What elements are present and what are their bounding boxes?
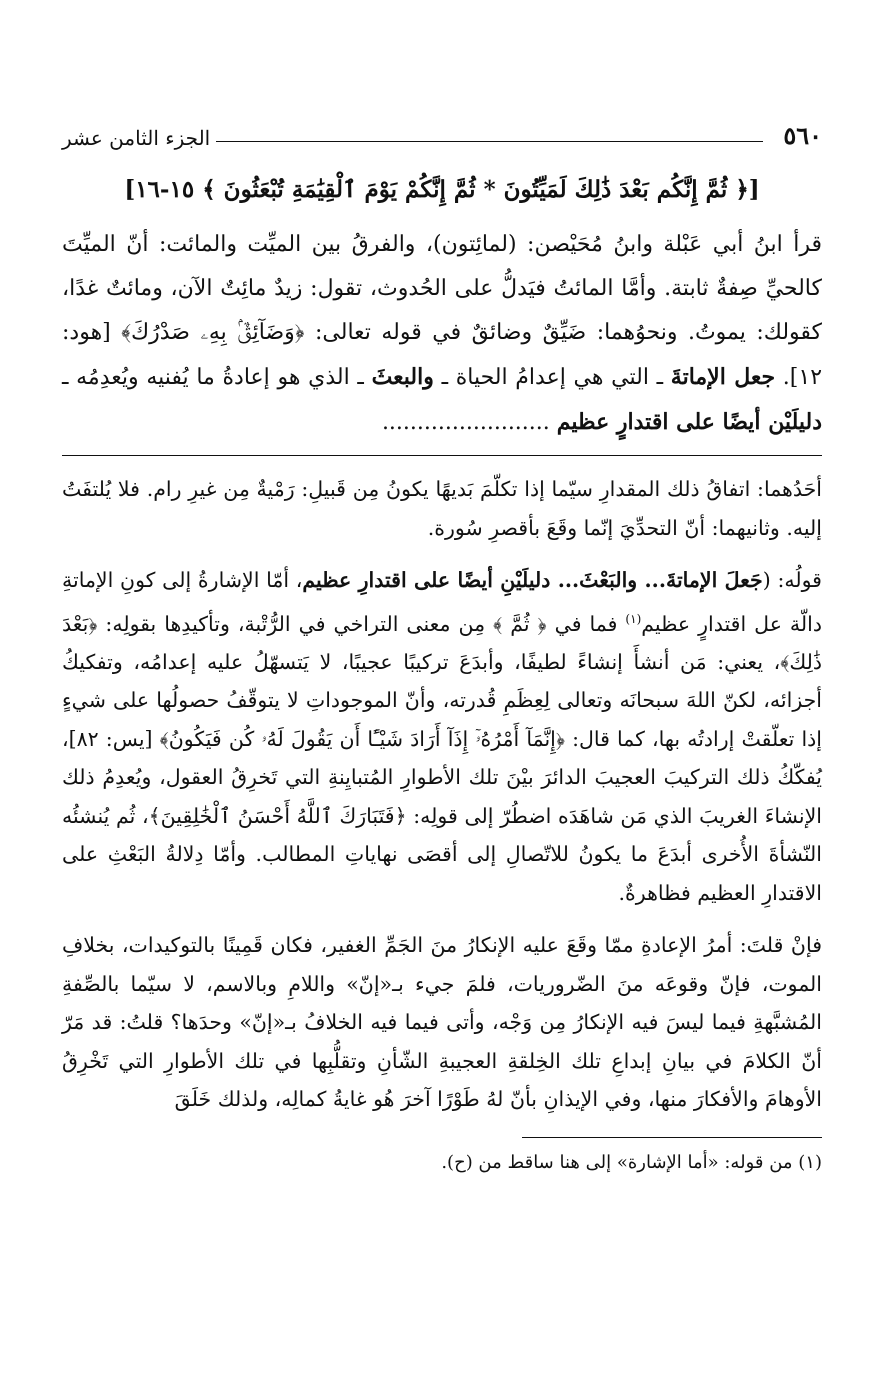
commentary-paragraph: أحَدُهما: اتفاقُ ذلك المقدارِ سيّما إذا تكلّمَ بَديهًا يكونُ مِن قَبيلِ: رَمْيةٌ مِن غيرِ رام. فلا يُلتفَتُ إليه. وثانيهما: أنّ التحدِّيَ إنّما وقَعَ بأقصرِ سُورة. xyxy=(62,477,822,540)
main-text-part: ـ التي هي إعدامُ الحياة ـ xyxy=(433,365,671,390)
commentary-text: ، أمّا الإشارةُ إلى كونِ الإماتةِ دالّة عل اقتدارٍ عظيم xyxy=(62,568,822,636)
commentary-bold: جَعلَ الإماتةَ... والبَعْثَ... دليلَيْنِ أيضًا على اقتدارِ عظيم xyxy=(302,568,763,592)
part-title: الجزء الثامن عشر xyxy=(62,126,211,150)
commentary-text: قولُه: ( xyxy=(762,568,822,592)
main-text-bold: والبعثَ xyxy=(371,364,434,390)
section-divider xyxy=(62,455,822,456)
commentary-text: فما في ﴿ ثُمَّ ﴾ مِن معنى التراخي في الرُّتْبة، وتأكيدِها بقولِه: ﴿بَعْدَ ذَٰلِكَ﴾، يعني: مَن أنشأَ إنشاءً لطيفًا، وأبدَعَ تركيبًا عجيبًا، لا يَتسهّلُ عليه إعدامُه، وتفكيكُ أجزائه، لكنّ اللهَ سبحانَه وتعالى لِعِظَمِ قُدرته، وأنّ الموجوداتِ لا يتوقّفُ حصولُها على شيءٍ إذا تعلّقتْ إرادتُه بها، كما قال: ﴿إِنَّمَآ أَمْرُهُۥٓ إِذَآ أَرَادَ شَيْـًٔا أَن يَقُولَ لَهُۥ كُن فَيَكُونُ﴾ [يس: ٨٢]، يُفكّكُ ذلك التركيبَ العجيبَ الدائرَ بيْنَ تلك الأطوارِ المُتبايِنةِ التي تَخرِقُ العقول، ويُعدِمُ ذلك الإنشاءَ الغريبَ الذي مَن شاهَدَه اضطُرّ إلى قولِه: ﴿فَتَبَارَكَ ٱللَّهُ أَحْسَنُ ٱلْخَٰلِقِينَ﴾، ثُم يُنشئُه النّشأةَ الأُخرى أبدَعَ ما يكونُ للاتّصالِ إلى أقصَى نهاياتِ المطالب. وأمّا دِلالةُ البَعْثِ على الاقتدارِ العظيم فظاهرةٌ. xyxy=(62,611,822,905)
footnote-rule xyxy=(522,1137,822,1138)
commentary-paragraph: فإنْ قلتَ: أمرُ الإعادةِ ممّا وقَعَ عليه الإنكارُ منَ الجَمِّ الغفير، فكان قَمِينًا بالتوكيدات، بخلافِ الموت، فإنّ وقوعَه منَ الضّروريات، فلمَ جيء بـ«إنّ» واللامِ وبالاسم، لا سيّما بالصِّفةِ المُشبَّهةِ فيما ليسَ فيه الإنكارُ مِن وَجْه، وأتى فيما فيه الخلافُ بـ«إنّ» وحدَها؟ قلتُ: قد مَرّ أنّ الكلامَ في بيانِ إبداعِ تلك الخِلقةِ العجيبةِ الشّأنِ وتقلُّبِها في تلك الأطوارِ التي تَخْرِقُ الأوهامَ والأفكارَ منها، وفي الإيذانِ بأنّ لهُ طَوْرًا آخرَ هُو غايةُ كمالِه، ولذلك خَلَقَ xyxy=(62,933,822,1112)
main-text-bold: دليلَيْن أيضًا على اقتدارٍ عظيم xyxy=(556,409,822,435)
header-rule xyxy=(216,141,763,142)
commentary xyxy=(62,470,822,1119)
main-text-part: قرأ ابنُ أبي عَبْلة وابنُ مُحَيْصن: (لمائِتون)، والفرقُ بين الميِّت والمائت: أنّ الميِّتَ كالحيِّ صِفةٌ ثابتة. وأمَّا المائتُ فيَدلُّ على الحُدوث، تقول: زيدٌ مائِتٌ الآن، ومائتٌ غدًا، كقولك: يموتُ. ونحوُهما: ضَيِّقٌ وضائقٌ في قوله تعالى: ﴿وَضَآئِقٌۢ بِهِۦ صَدْرُكَ﴾ [هود: ١٢]. xyxy=(62,232,823,390)
commentary-paragraph xyxy=(62,561,822,912)
quran-verse-heading: [﴿ ثُمَّ إِنَّكُم بَعْدَ ذَٰلِكَ لَمَيِّتُونَ * ثُمَّ إِنَّكُمْ يَوْمَ ٱلْقِيَٰمَةِ تُبْعَثُونَ ﴾ ١٥-١٦] xyxy=(124,176,760,203)
page-header xyxy=(62,110,822,150)
main-text-bold: جعل الإماتةَ xyxy=(670,364,776,390)
footnote: (١) من قوله: «أما الإشارة» إلى هنا ساقط من (ح). xyxy=(441,1151,822,1173)
footnote-ref[interactable]: (١) xyxy=(625,611,642,626)
ellipsis-dots: ........................ xyxy=(381,410,557,435)
main-text xyxy=(62,223,822,445)
page-number: ٥٦٠ xyxy=(783,121,822,150)
main-text-part: ـ الذي هو إعادةُ ما يُفنيه ويُعدِمُه ـ xyxy=(62,365,372,390)
page xyxy=(62,110,822,1178)
